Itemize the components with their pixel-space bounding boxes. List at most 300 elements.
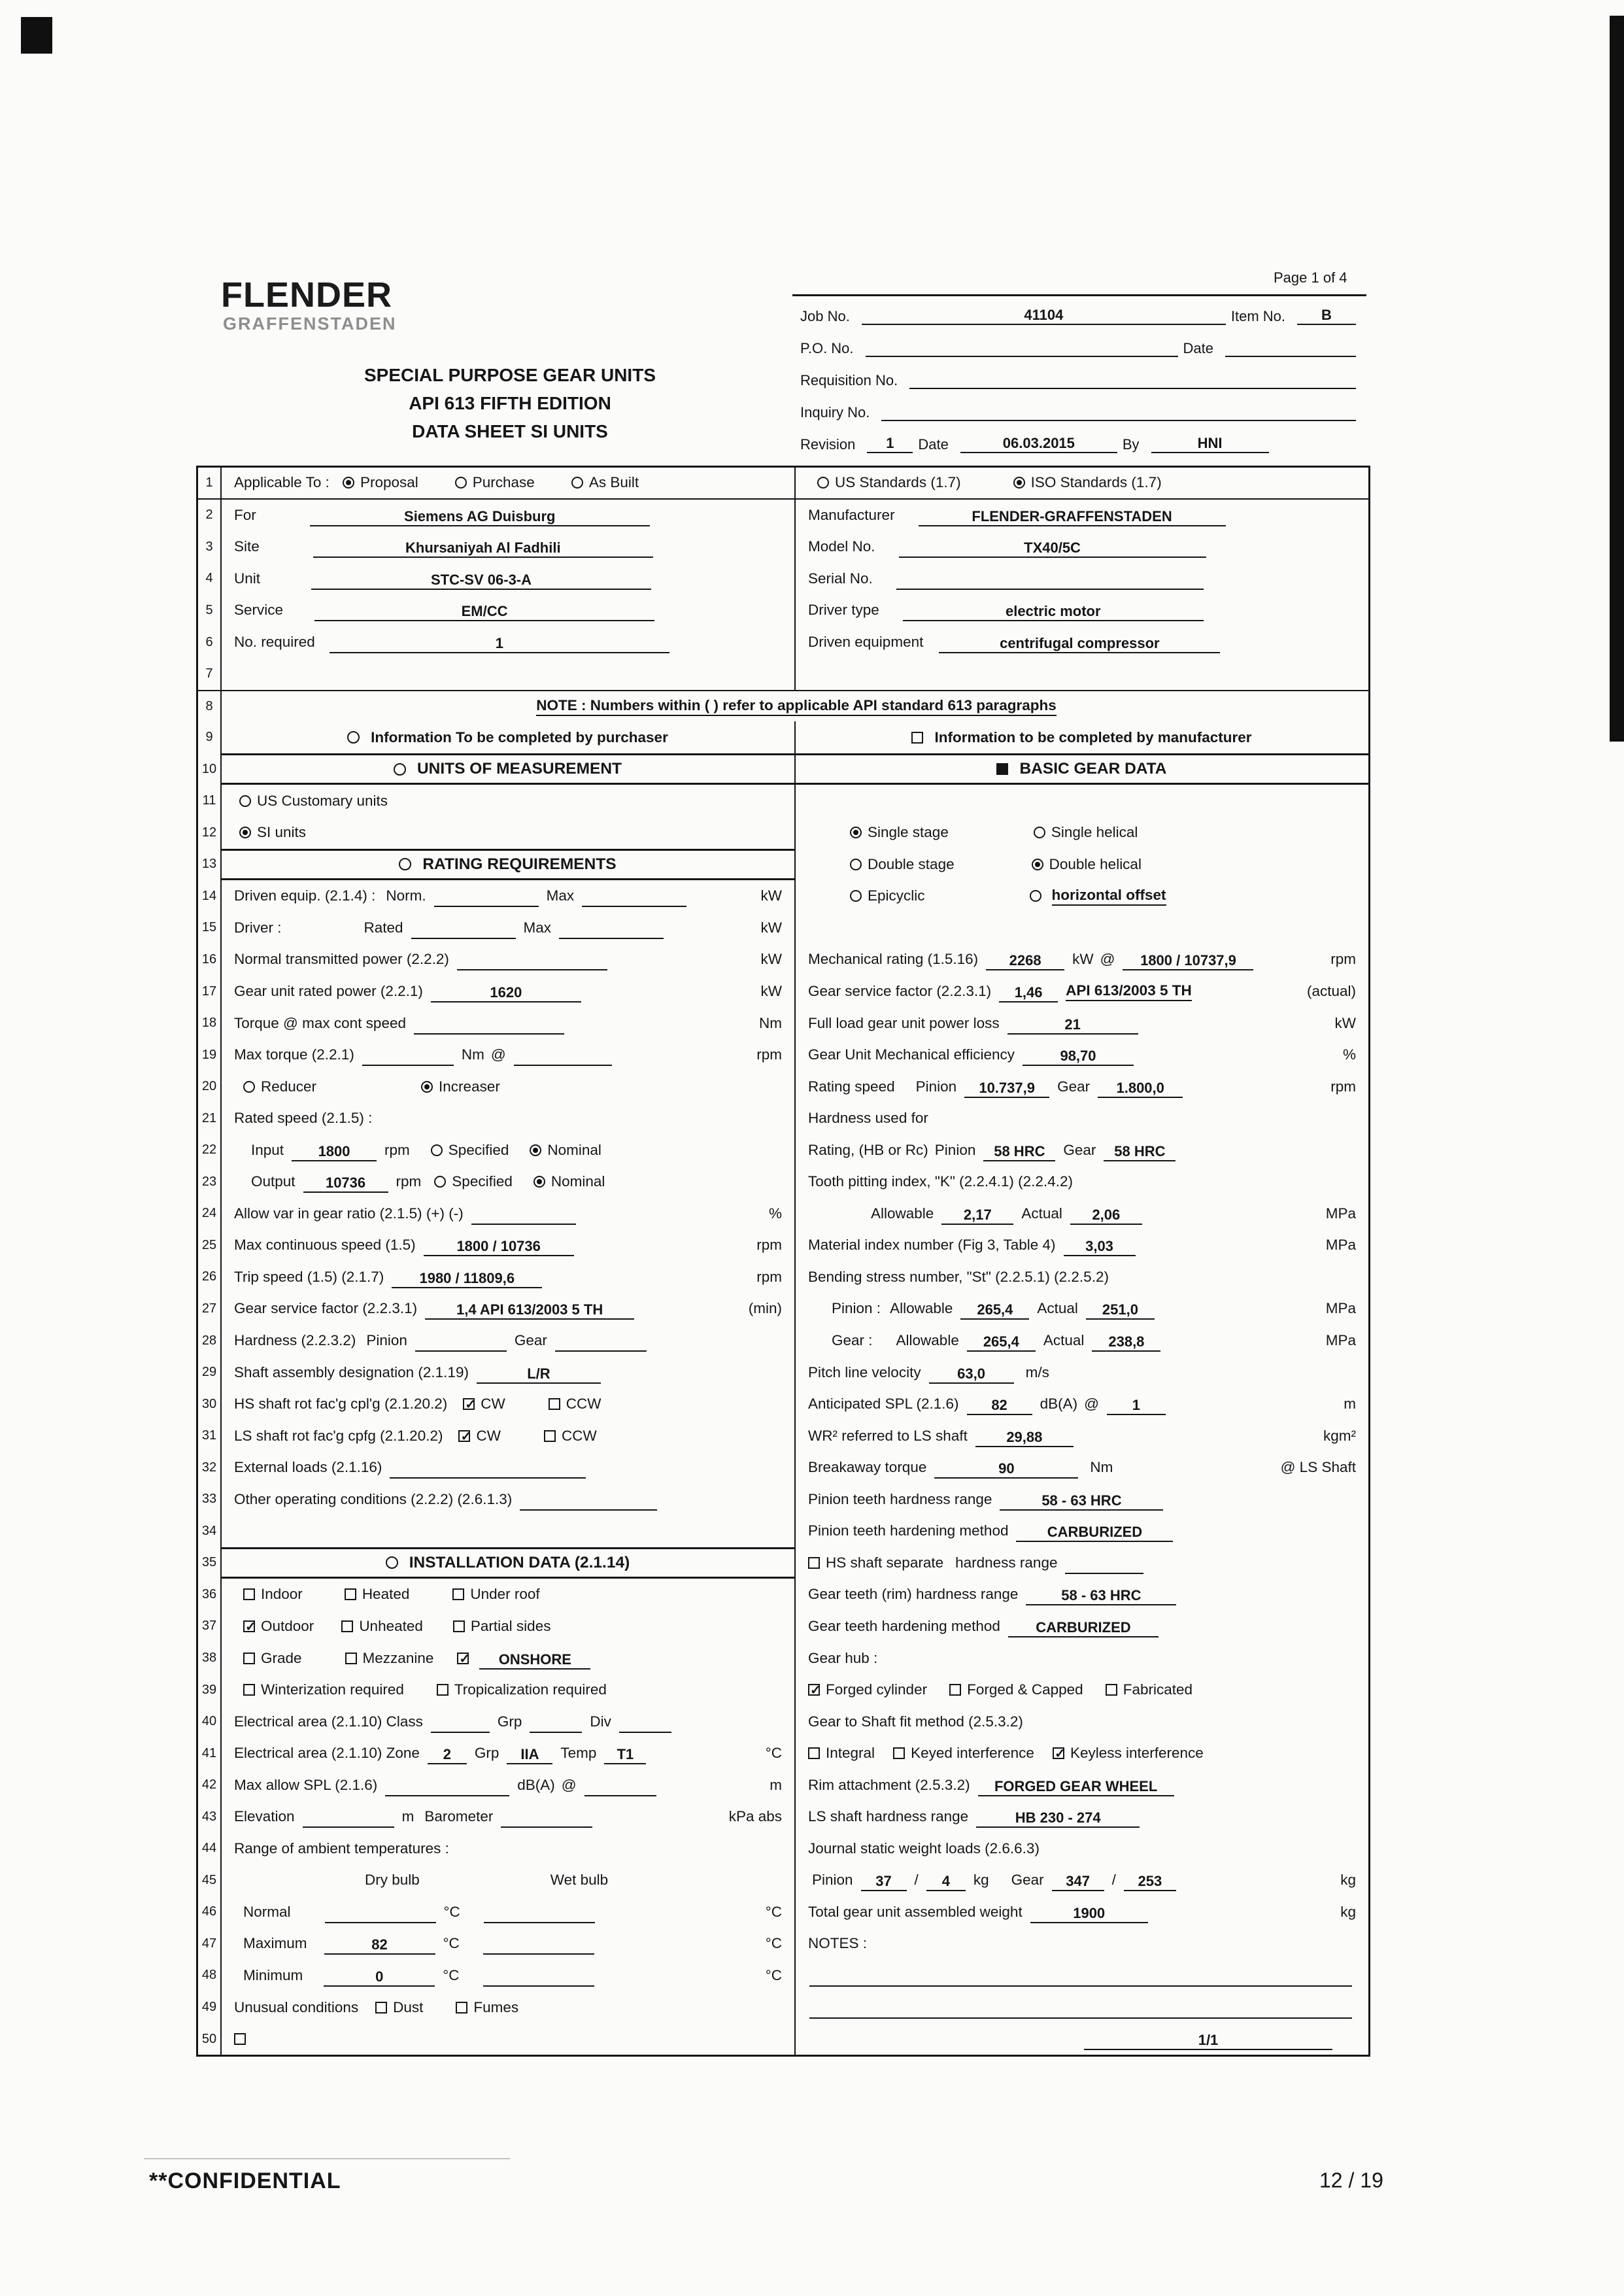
checkbox-option[interactable] bbox=[243, 1681, 404, 1698]
option-label: Nominal bbox=[550, 1173, 605, 1190]
field-value: EM/CC bbox=[461, 603, 508, 620]
form-cell bbox=[796, 563, 1368, 595]
unit-label: °C bbox=[765, 1966, 782, 1983]
checkbox-option[interactable] bbox=[456, 1999, 518, 2016]
form-field[interactable] bbox=[978, 1774, 1174, 1796]
checkbox-icon bbox=[243, 1588, 255, 1600]
checkbox-icon bbox=[456, 2002, 467, 2013]
field-value: 238,8 bbox=[1108, 1333, 1145, 1350]
field-value: STC-SV 06-3-A bbox=[430, 571, 532, 588]
form-field[interactable] bbox=[967, 1329, 1036, 1352]
job-no-label: Job No. bbox=[800, 308, 850, 324]
checkbox-icon bbox=[544, 1430, 556, 1442]
form-field[interactable] bbox=[929, 1362, 1014, 1384]
radio-selected-icon bbox=[1013, 477, 1025, 488]
flender-logo: FLENDER bbox=[221, 275, 392, 315]
form-field[interactable] bbox=[431, 980, 581, 1002]
form-field[interactable] bbox=[604, 1742, 646, 1764]
form-field[interactable] bbox=[903, 599, 1204, 621]
form-field[interactable] bbox=[1107, 1393, 1166, 1415]
form-row bbox=[198, 1134, 1368, 1166]
job-no-field[interactable] bbox=[862, 305, 1226, 325]
form-field[interactable] bbox=[1064, 1234, 1136, 1256]
form-field[interactable] bbox=[899, 536, 1206, 558]
form-field[interactable] bbox=[960, 1297, 1029, 1320]
form-field[interactable] bbox=[411, 917, 516, 939]
option-label: Partial sides bbox=[470, 1617, 551, 1634]
revision-field[interactable] bbox=[867, 434, 913, 453]
form-field[interactable] bbox=[520, 1488, 657, 1511]
row-number: 2 bbox=[198, 500, 222, 532]
radio-icon bbox=[1030, 890, 1041, 902]
form-cell bbox=[796, 1611, 1368, 1643]
field-label: Full load gear unit power loss bbox=[808, 1014, 1000, 1031]
checkbox-option[interactable] bbox=[808, 1745, 875, 1762]
row-number: 16 bbox=[198, 944, 222, 976]
form-field[interactable] bbox=[362, 1044, 454, 1066]
po-label: P.O. No. bbox=[800, 340, 854, 356]
row-number: 21 bbox=[198, 1103, 222, 1135]
field-value: 58 - 63 HRC bbox=[1061, 1587, 1142, 1604]
form-field[interactable] bbox=[1065, 1552, 1143, 1574]
form-field[interactable] bbox=[483, 1932, 594, 1955]
form-row bbox=[198, 1705, 1368, 1738]
form-row bbox=[198, 626, 1368, 659]
row-number: 3 bbox=[198, 531, 222, 563]
form-cell bbox=[796, 849, 1368, 881]
form-field[interactable] bbox=[1098, 1076, 1183, 1098]
field-label: / bbox=[914, 1872, 919, 1889]
radio-icon bbox=[455, 477, 467, 488]
rev-date-field[interactable] bbox=[960, 434, 1117, 453]
form-field[interactable] bbox=[582, 885, 686, 907]
form-field[interactable] bbox=[941, 1203, 1013, 1225]
unit-label: rpm bbox=[1330, 951, 1356, 968]
form-field[interactable] bbox=[483, 1964, 594, 1987]
field-value: 2 bbox=[443, 1746, 452, 1763]
field-label: Gear Unit Mechanical efficiency bbox=[808, 1046, 1015, 1063]
row-number: 15 bbox=[198, 912, 222, 944]
form-field[interactable] bbox=[1052, 1869, 1104, 1891]
checkbox-option[interactable] bbox=[243, 1618, 314, 1635]
form-field[interactable] bbox=[507, 1742, 552, 1764]
form-cell bbox=[222, 626, 796, 659]
form-field[interactable] bbox=[313, 536, 653, 558]
form-field[interactable] bbox=[1007, 1012, 1138, 1035]
form-field[interactable] bbox=[530, 1711, 582, 1733]
form-field[interactable] bbox=[999, 980, 1058, 1002]
row-number: 29 bbox=[198, 1356, 222, 1388]
field-label: Breakaway torque bbox=[808, 1459, 927, 1476]
form-field[interactable] bbox=[1023, 1044, 1134, 1066]
form-cell bbox=[796, 1198, 1368, 1230]
form-field[interactable] bbox=[385, 1774, 509, 1796]
form-row bbox=[198, 1864, 1368, 1896]
form-field[interactable] bbox=[1070, 1203, 1142, 1225]
form-row bbox=[198, 1484, 1368, 1516]
form-row bbox=[198, 1229, 1368, 1261]
radio-icon bbox=[850, 890, 862, 902]
form-cell bbox=[222, 1738, 796, 1770]
form-field[interactable] bbox=[314, 599, 654, 621]
row-number: 32 bbox=[198, 1452, 222, 1484]
field-value: 41104 bbox=[1024, 307, 1064, 323]
checkbox-option[interactable] bbox=[549, 1396, 601, 1413]
field-value: 1980 / 11809,6 bbox=[419, 1269, 515, 1286]
form-field[interactable] bbox=[303, 1171, 388, 1193]
field-label: Norm. bbox=[386, 887, 426, 904]
checkbox-option[interactable] bbox=[458, 1428, 501, 1445]
radio-option[interactable] bbox=[850, 856, 955, 873]
form-field[interactable] bbox=[434, 885, 539, 907]
field-label: Gear bbox=[1063, 1141, 1096, 1158]
field-value: 90 bbox=[998, 1460, 1015, 1477]
form-field[interactable] bbox=[484, 1901, 595, 1923]
form-field[interactable] bbox=[584, 1774, 656, 1796]
form-field[interactable] bbox=[986, 948, 1064, 970]
field-label: Gear hub : bbox=[808, 1649, 878, 1666]
by-field[interactable] bbox=[1151, 434, 1269, 453]
field-label: Nm bbox=[461, 1046, 484, 1063]
form-row bbox=[198, 1293, 1368, 1325]
requisition-label: Requisition No. bbox=[800, 372, 898, 388]
form-field[interactable] bbox=[1030, 1901, 1148, 1923]
form-field[interactable] bbox=[967, 1393, 1032, 1415]
form-field[interactable] bbox=[861, 1869, 907, 1891]
form-cell bbox=[796, 1515, 1368, 1547]
form-row bbox=[198, 1103, 1368, 1135]
form-field[interactable] bbox=[1086, 1297, 1155, 1320]
radio-option[interactable] bbox=[239, 793, 388, 810]
field-value: 3,03 bbox=[1085, 1238, 1113, 1255]
form-cell bbox=[796, 1705, 1368, 1738]
form-field[interactable] bbox=[809, 1996, 1352, 2019]
radio-option[interactable] bbox=[455, 474, 535, 491]
form-field[interactable] bbox=[428, 1742, 467, 1764]
form-field[interactable] bbox=[415, 1329, 507, 1352]
radio-icon bbox=[1034, 827, 1045, 838]
form-cell bbox=[222, 1356, 796, 1388]
checkbox-option[interactable] bbox=[234, 2033, 246, 2045]
po-field[interactable] bbox=[866, 337, 1178, 357]
form-cell bbox=[222, 1991, 796, 2023]
row-number: 38 bbox=[198, 1642, 222, 1674]
radio-option[interactable] bbox=[431, 1142, 509, 1159]
row-number: 5 bbox=[198, 594, 222, 626]
field-value: 58 - 63 HRC bbox=[1041, 1492, 1122, 1509]
field-label: Trip speed (1.5) (2.1.7) bbox=[234, 1268, 384, 1285]
field-value: L/R bbox=[527, 1365, 550, 1382]
form-cell bbox=[796, 500, 1368, 532]
field-label: Serial No. bbox=[808, 570, 873, 587]
form-field[interactable] bbox=[477, 1362, 601, 1384]
radio-option[interactable] bbox=[1034, 824, 1138, 841]
form-field[interactable] bbox=[619, 1711, 671, 1733]
form-field[interactable] bbox=[514, 1044, 612, 1066]
form-row bbox=[198, 1611, 1368, 1643]
page-number-label: Page 1 of 4 bbox=[1274, 269, 1347, 286]
form-field[interactable] bbox=[303, 1806, 394, 1828]
field-label: Gear teeth hardening method bbox=[808, 1617, 1000, 1634]
row-number: 37 bbox=[198, 1611, 222, 1643]
field-label: @ bbox=[1084, 1396, 1099, 1413]
form-field[interactable] bbox=[424, 1234, 574, 1256]
date-label: Date bbox=[1183, 340, 1213, 356]
form-field[interactable] bbox=[310, 504, 650, 526]
form-cell bbox=[796, 658, 1368, 690]
checkbox-option[interactable] bbox=[453, 1618, 551, 1635]
field-label: rpm bbox=[396, 1173, 422, 1190]
form-field[interactable] bbox=[1026, 1583, 1176, 1605]
form-field[interactable] bbox=[975, 1425, 1074, 1447]
form-field[interactable] bbox=[983, 1139, 1055, 1161]
option-label: Reducer bbox=[261, 1078, 317, 1095]
form-cell bbox=[796, 594, 1368, 626]
form-field[interactable] bbox=[325, 1901, 436, 1923]
field-label: UNITS OF MEASUREMENT bbox=[416, 760, 622, 778]
form-row bbox=[198, 468, 1368, 500]
form-field[interactable] bbox=[390, 1456, 586, 1479]
checkbox-icon bbox=[341, 1620, 353, 1632]
form-cell bbox=[222, 1611, 796, 1643]
checkbox-option[interactable] bbox=[437, 1681, 607, 1698]
checkbox-option[interactable] bbox=[949, 1681, 1083, 1698]
checkbox-option[interactable] bbox=[375, 1999, 423, 2016]
row-number: 6 bbox=[198, 626, 222, 659]
radio-option[interactable] bbox=[1032, 856, 1142, 873]
option-label: ISO Standards (1.7) bbox=[1030, 474, 1162, 491]
form-field[interactable] bbox=[471, 1203, 576, 1225]
checkbox-icon bbox=[437, 1684, 448, 1696]
form-field[interactable] bbox=[555, 1329, 647, 1352]
datasheet-form-table bbox=[196, 466, 1370, 2057]
form-cell bbox=[222, 1261, 796, 1294]
unit-label: kg bbox=[1340, 1903, 1356, 1920]
form-field[interactable] bbox=[324, 1964, 435, 1987]
field-label: Div bbox=[590, 1713, 611, 1730]
row-number: 20 bbox=[198, 1071, 222, 1103]
requisition-field[interactable] bbox=[909, 369, 1356, 389]
radio-option[interactable] bbox=[1030, 890, 1041, 902]
radio-icon bbox=[243, 1081, 255, 1093]
row-number: 11 bbox=[198, 785, 222, 817]
form-row bbox=[198, 721, 1368, 753]
radio-option[interactable] bbox=[817, 474, 961, 491]
option-label: HS shaft separate bbox=[826, 1554, 944, 1571]
field-value: 98,70 bbox=[1060, 1048, 1096, 1065]
row-number: 41 bbox=[198, 1738, 222, 1770]
field-label: Mechanical rating (1.5.16) bbox=[808, 951, 979, 968]
field-value: 10736 bbox=[325, 1174, 366, 1191]
checkbox-option[interactable] bbox=[341, 1618, 423, 1635]
radio-icon bbox=[817, 477, 829, 488]
form-field[interactable] bbox=[479, 1647, 590, 1670]
form-field[interactable] bbox=[1016, 1520, 1173, 1542]
field-value: 1 bbox=[495, 635, 503, 651]
row-number: 48 bbox=[198, 1960, 222, 1992]
field-value: 1/1 bbox=[1198, 2032, 1219, 2049]
form-field[interactable] bbox=[425, 1297, 634, 1320]
field-value: 265,4 bbox=[977, 1301, 1013, 1318]
radio-option[interactable] bbox=[533, 1173, 605, 1190]
radio-option[interactable] bbox=[421, 1078, 500, 1095]
form-cell bbox=[222, 976, 796, 1008]
form-cell bbox=[222, 849, 796, 881]
form-field[interactable] bbox=[1008, 1615, 1159, 1637]
form-cell bbox=[796, 1547, 1368, 1579]
field-label: Electrical area (2.1.10) Zone bbox=[234, 1745, 420, 1762]
field-label: hardness range bbox=[955, 1554, 1058, 1571]
field-label: External loads (2.1.16) bbox=[234, 1459, 382, 1476]
form-field[interactable] bbox=[311, 568, 651, 590]
field-label: BASIC GEAR DATA bbox=[1019, 760, 1167, 778]
form-field[interactable] bbox=[809, 1964, 1352, 1987]
row-number: 40 bbox=[198, 1705, 222, 1738]
form-field[interactable] bbox=[1104, 1139, 1176, 1161]
checkbox-option[interactable] bbox=[243, 1650, 302, 1667]
field-value: 1.800,0 bbox=[1116, 1079, 1164, 1096]
option-label: Nominal bbox=[547, 1141, 601, 1158]
row-number: 39 bbox=[198, 1674, 222, 1706]
row-number: 9 bbox=[198, 721, 222, 753]
form-field[interactable] bbox=[559, 917, 664, 939]
checkbox-option[interactable] bbox=[243, 1586, 303, 1603]
checkbox-option[interactable] bbox=[808, 1554, 943, 1571]
form-field[interactable] bbox=[392, 1266, 542, 1288]
form-cell bbox=[222, 1452, 796, 1484]
form-cell bbox=[222, 500, 796, 532]
form-field[interactable] bbox=[431, 1711, 490, 1733]
date-field[interactable] bbox=[1225, 337, 1356, 357]
checkbox-option[interactable] bbox=[1106, 1681, 1193, 1698]
field-value: B bbox=[1321, 307, 1332, 323]
row-number: 46 bbox=[198, 1896, 222, 1928]
form-cell bbox=[222, 912, 796, 944]
checkbox-option[interactable] bbox=[1053, 1745, 1204, 1762]
inquiry-field[interactable] bbox=[881, 402, 1356, 421]
form-cell bbox=[796, 1293, 1368, 1325]
option-label: Double helical bbox=[1049, 855, 1142, 872]
form-row bbox=[198, 1388, 1368, 1420]
form-row bbox=[198, 1642, 1368, 1674]
checkbox-icon bbox=[549, 1398, 560, 1410]
checkbox-option[interactable] bbox=[452, 1586, 539, 1603]
form-field[interactable] bbox=[330, 631, 669, 653]
form-field[interactable] bbox=[919, 504, 1226, 526]
field-label: @ bbox=[490, 1046, 506, 1063]
option-label: Proposal bbox=[360, 474, 418, 491]
radio-option[interactable] bbox=[850, 887, 925, 904]
form-field[interactable] bbox=[324, 1932, 435, 1955]
checkbox-option[interactable] bbox=[457, 1653, 469, 1664]
unit-label: °C bbox=[765, 1935, 782, 1952]
form-cell bbox=[796, 1071, 1368, 1103]
form-field[interactable] bbox=[1124, 1869, 1176, 1891]
form-cell bbox=[796, 817, 1368, 849]
radio-option[interactable] bbox=[239, 824, 306, 841]
radio-option[interactable] bbox=[243, 1078, 316, 1095]
form-cell bbox=[222, 785, 796, 817]
form-cell bbox=[222, 1420, 796, 1452]
option-label: Epicyclic bbox=[868, 887, 925, 904]
form-field[interactable] bbox=[292, 1139, 377, 1161]
radio-option[interactable] bbox=[850, 824, 949, 841]
checkbox-checked-icon bbox=[463, 1398, 475, 1410]
radio-selected-icon bbox=[1032, 859, 1043, 870]
field-value: 1800 bbox=[318, 1142, 350, 1159]
radio-option[interactable] bbox=[1013, 474, 1162, 491]
checkbox-checked-icon bbox=[457, 1653, 469, 1664]
form-field[interactable] bbox=[1084, 2028, 1332, 2050]
form-cell bbox=[222, 1198, 796, 1230]
form-row bbox=[198, 1674, 1368, 1706]
form-field[interactable] bbox=[1000, 1488, 1163, 1511]
row-number: 8 bbox=[198, 691, 222, 722]
option-label: Forged cylinder bbox=[826, 1681, 928, 1698]
field-value: 21 bbox=[1064, 1016, 1081, 1033]
field-label: Driver type bbox=[808, 602, 879, 619]
option-label: Forged & Capped bbox=[967, 1681, 1083, 1698]
field-label: Pinion bbox=[934, 1141, 976, 1158]
form-field[interactable] bbox=[934, 1456, 1078, 1479]
checkbox-option[interactable] bbox=[463, 1396, 505, 1413]
option-label: Purchase bbox=[472, 474, 535, 491]
field-value: 29,88 bbox=[1006, 1428, 1043, 1445]
by-label: By bbox=[1122, 436, 1140, 453]
radio-option[interactable] bbox=[571, 474, 639, 491]
form-cell bbox=[796, 785, 1368, 817]
form-row bbox=[198, 1547, 1368, 1579]
row-number: 13 bbox=[198, 849, 222, 881]
form-field[interactable] bbox=[896, 568, 1204, 590]
field-value: Siemens AG Duisburg bbox=[404, 507, 556, 524]
form-field[interactable] bbox=[926, 1869, 966, 1891]
radio-option[interactable] bbox=[434, 1173, 513, 1190]
form-field[interactable] bbox=[1123, 948, 1253, 970]
field-label: NOTE : Numbers within ( ) refer to applicable API standard 613 paragraphs bbox=[536, 697, 1057, 716]
radio-option[interactable] bbox=[343, 474, 418, 491]
form-cell bbox=[796, 1229, 1368, 1261]
checkbox-option[interactable] bbox=[345, 1586, 410, 1603]
form-cell bbox=[796, 912, 1368, 944]
form-row bbox=[198, 1452, 1368, 1484]
unit-label: kg bbox=[1340, 1872, 1356, 1889]
form-field[interactable] bbox=[457, 948, 607, 970]
radio-option[interactable] bbox=[530, 1142, 601, 1159]
form-field[interactable] bbox=[1092, 1329, 1160, 1352]
form-row bbox=[198, 976, 1368, 1008]
checkbox-option[interactable] bbox=[345, 1650, 434, 1667]
form-cell bbox=[222, 1705, 796, 1738]
form-field[interactable] bbox=[964, 1076, 1049, 1098]
checkbox-option[interactable] bbox=[544, 1428, 597, 1445]
form-row bbox=[198, 2023, 1368, 2055]
form-field[interactable] bbox=[501, 1806, 592, 1828]
checkbox-option[interactable] bbox=[893, 1745, 1034, 1762]
form-row bbox=[198, 1007, 1368, 1039]
field-label: Pinion : bbox=[832, 1300, 881, 1317]
field-label: Rating, (HB or Rc) bbox=[808, 1141, 928, 1158]
row-number: 26 bbox=[198, 1261, 222, 1294]
checkbox-option[interactable] bbox=[808, 1681, 927, 1698]
form-row bbox=[198, 1738, 1368, 1770]
form-field[interactable] bbox=[939, 631, 1220, 653]
field-label: Input bbox=[251, 1141, 284, 1158]
row-number: 45 bbox=[198, 1864, 222, 1896]
item-no-field[interactable] bbox=[1297, 305, 1356, 325]
form-field[interactable] bbox=[414, 1012, 564, 1035]
form-field[interactable] bbox=[976, 1806, 1140, 1828]
